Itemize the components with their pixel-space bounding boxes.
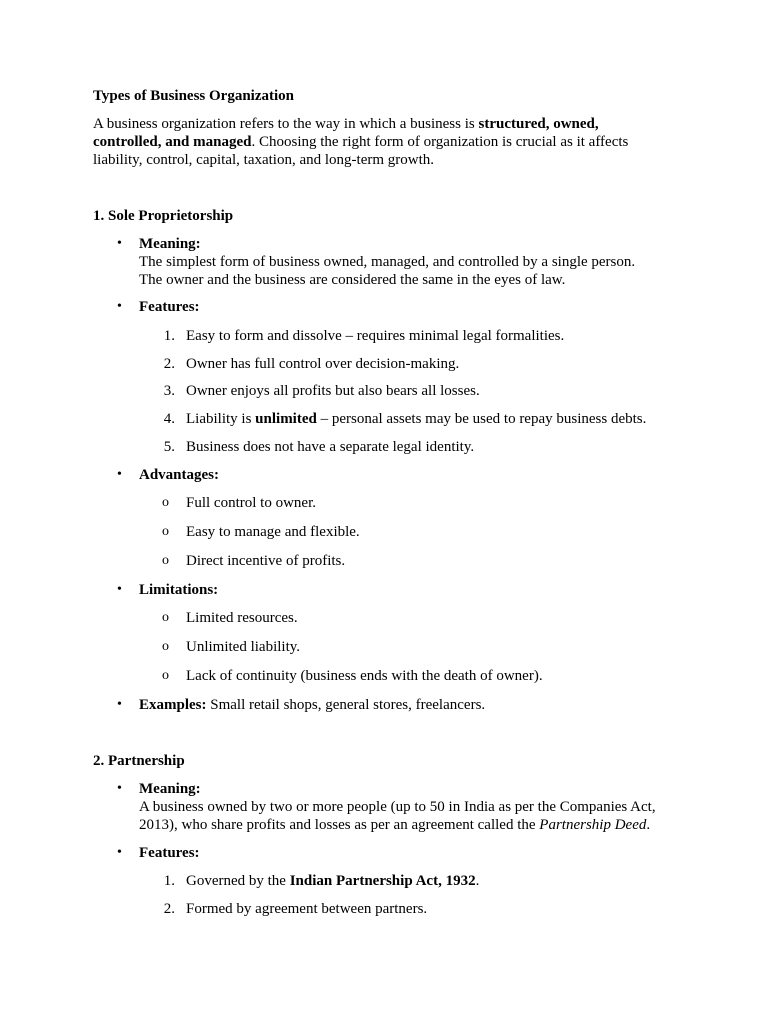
list-number: 2.: [163, 356, 175, 372]
feature-text: Governed by the: [186, 873, 290, 889]
meaning-label: Meaning:: [139, 781, 201, 797]
list-number: 5.: [163, 439, 175, 455]
meaning-text: A business owned by two or more people (up to 50 in India as per the Companies Act,: [139, 799, 656, 815]
bullet-icon: •: [117, 467, 122, 482]
sub-bullet-icon: o: [162, 639, 169, 654]
feature-text: Liability is: [186, 411, 256, 427]
feature-emphasis: unlimited: [255, 411, 317, 427]
feature-text: – personal assets may be used to repay business debts.: [316, 411, 647, 427]
limitation-item: Limited resources.: [186, 610, 298, 626]
intro-emphasis: controlled, and managed: [93, 134, 252, 150]
bullet-icon: •: [117, 781, 122, 796]
bullet-icon: •: [117, 582, 122, 597]
list-number: 1.: [163, 873, 175, 889]
list-number: 3.: [163, 383, 175, 399]
intro-text: A business organization refers to the way in which a business is: [93, 116, 479, 132]
document-title: Types of Business Organization: [93, 88, 294, 104]
intro-line-1: [93, 115, 599, 133]
features-label: Features:: [139, 299, 200, 315]
examples-label: Examples:: [139, 697, 207, 713]
limitation-item: Lack of continuity (business ends with the death of owner).: [186, 668, 543, 684]
feature-emphasis: Indian Partnership Act, 1932: [289, 873, 476, 889]
advantage-item: Full control to owner.: [186, 495, 316, 511]
bullet-icon: •: [117, 845, 122, 860]
feature-item: Owner has full control over decision-making.: [186, 356, 460, 372]
advantage-item: Direct incentive of profits.: [186, 553, 346, 569]
meaning-emphasis: Partnership Deed: [539, 817, 647, 833]
meaning-text: The simplest form of business owned, managed, and controlled by a single person.: [139, 254, 636, 270]
sub-bullet-icon: o: [162, 610, 169, 625]
feature-item: [186, 872, 479, 890]
feature-text: .: [475, 873, 480, 889]
features-label: Features:: [139, 845, 200, 861]
meaning-text-part: 2013), who share profits and losses as per an agreement called the: [139, 817, 540, 833]
limitations-label: Limitations:: [139, 582, 219, 598]
sub-bullet-icon: o: [162, 495, 169, 510]
bullet-icon: •: [117, 697, 122, 712]
section-heading-sole-proprietorship: 1. Sole Proprietorship: [93, 208, 234, 224]
meaning-text-part: .: [646, 817, 651, 833]
intro-emphasis: structured, owned,: [478, 116, 599, 132]
feature-item: Easy to form and dissolve – requires minimal legal formalities.: [186, 328, 565, 344]
meaning-text: [139, 816, 650, 834]
bullet-icon: •: [117, 299, 122, 314]
intro-line-2: [93, 133, 628, 151]
advantage-item: Easy to manage and flexible.: [186, 524, 360, 540]
bullet-icon: •: [117, 236, 122, 251]
feature-item: Formed by agreement between partners.: [186, 901, 428, 917]
intro-text: . Choosing the right form of organization is crucial as it affects: [251, 134, 629, 150]
feature-item: [186, 410, 646, 428]
examples-line: [139, 696, 485, 714]
list-number: 1.: [163, 328, 175, 344]
feature-item: Business does not have a separate legal identity.: [186, 439, 475, 455]
section-heading-partnership: 2. Partnership: [93, 753, 185, 769]
meaning-label: Meaning:: [139, 236, 201, 252]
examples-text: Small retail shops, general stores, freelancers.: [206, 697, 486, 713]
limitation-item: Unlimited liability.: [186, 639, 301, 655]
feature-item: Owner enjoys all profits but also bears all losses.: [186, 383, 480, 399]
sub-bullet-icon: o: [162, 553, 169, 568]
meaning-text: The owner and the business are considered the same in the eyes of law.: [139, 272, 566, 288]
sub-bullet-icon: o: [162, 524, 169, 539]
intro-line-3: liability, control, capital, taxation, and long-term growth.: [93, 152, 435, 168]
sub-bullet-icon: o: [162, 668, 169, 683]
list-number: 2.: [163, 901, 175, 917]
advantages-label: Advantages:: [139, 467, 220, 483]
list-number: 4.: [163, 411, 175, 427]
